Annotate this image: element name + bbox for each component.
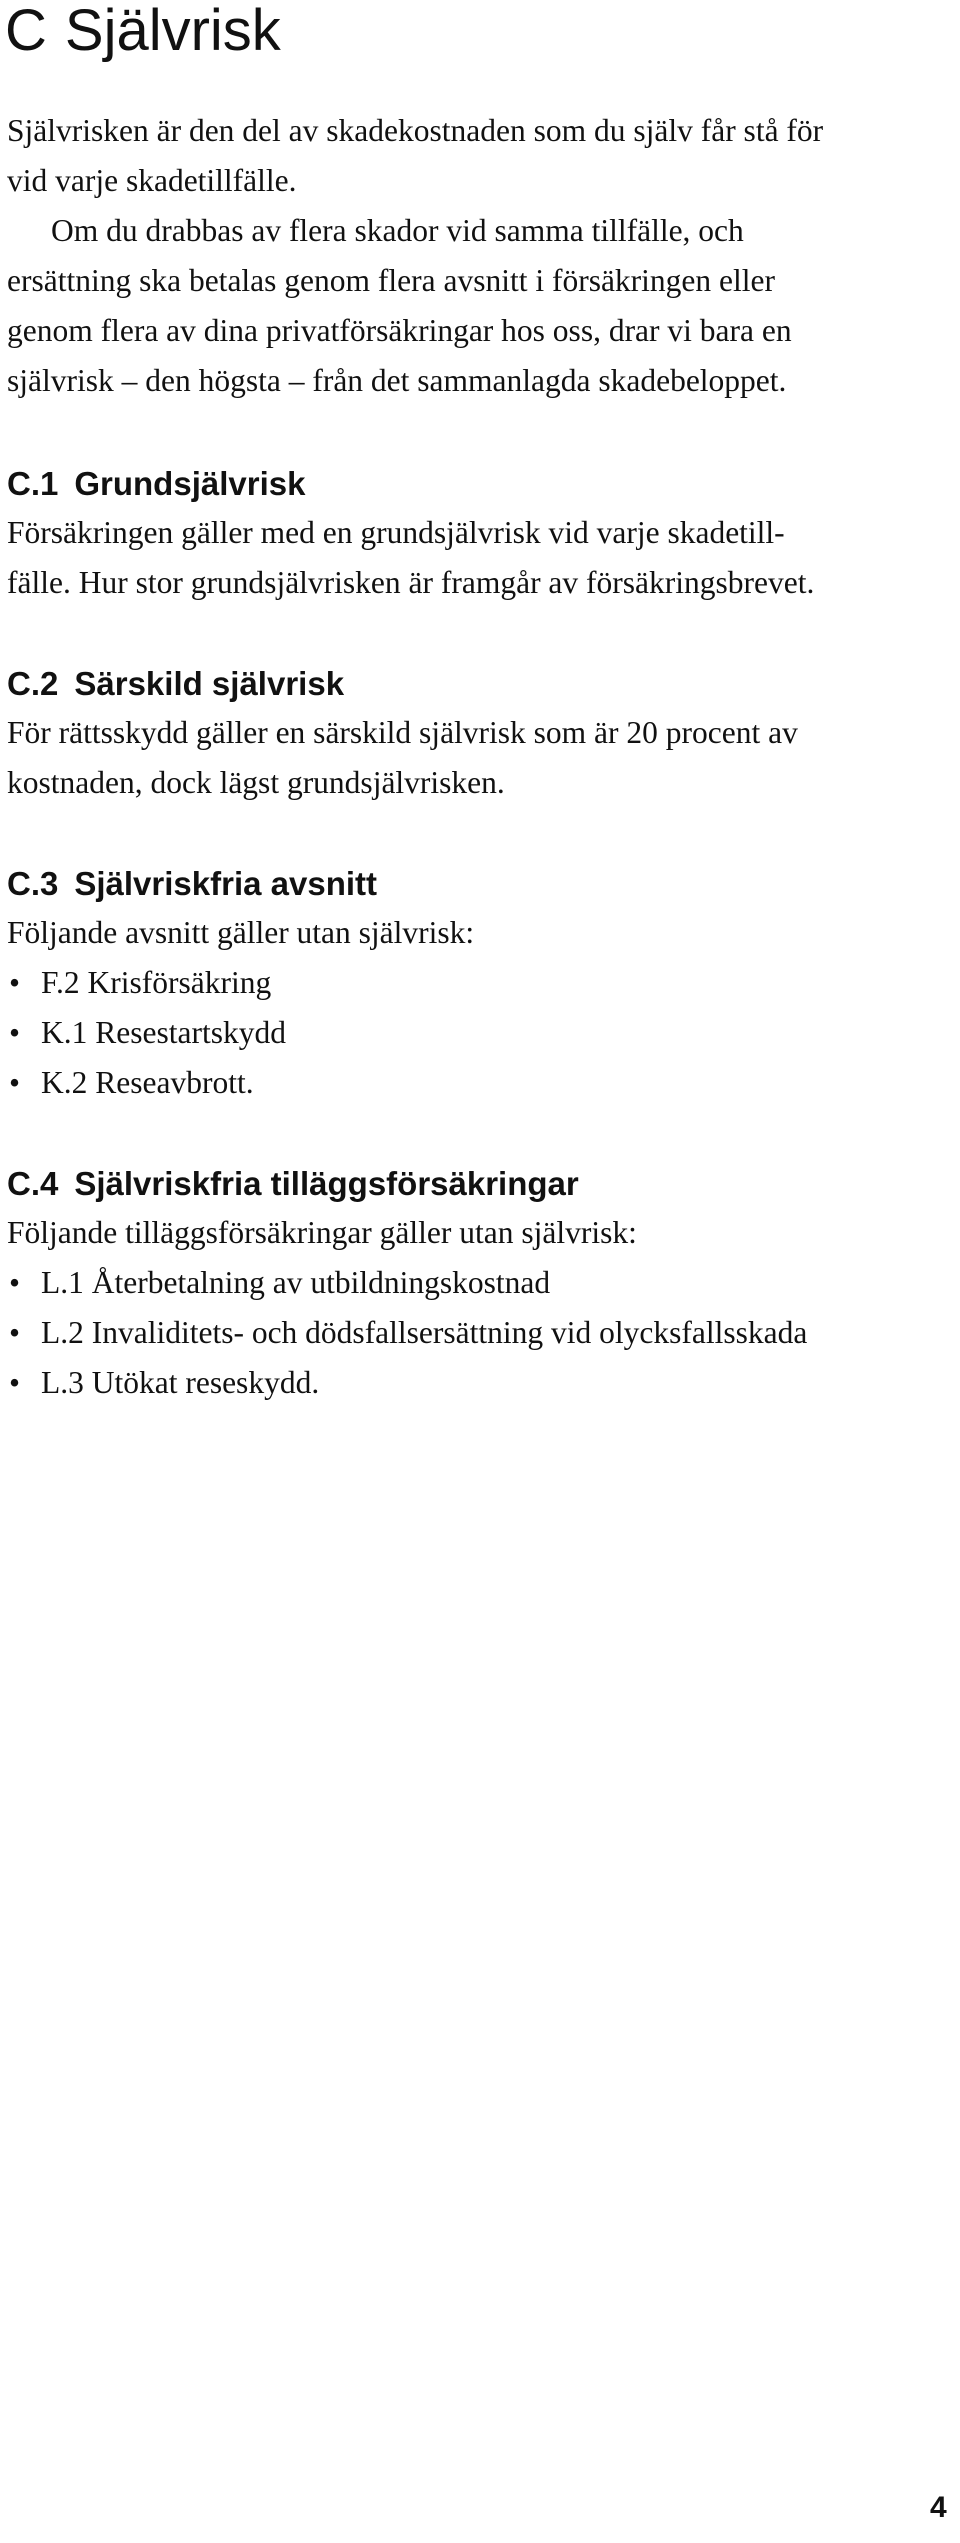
section-title: Självriskfria avsnitt bbox=[74, 865, 378, 902]
text-line: självrisk – den högsta – från det sammanlagda skadebeloppet. bbox=[7, 363, 787, 398]
text-line: Följande tilläggsförsäkringar gäller utan självrisk: bbox=[7, 1215, 637, 1250]
list-item-text: K.2 Reseavbrott. bbox=[41, 1065, 254, 1100]
section-c4-list bbox=[7, 1258, 807, 1408]
bullet: • bbox=[9, 965, 21, 1000]
section-title: Särskild självrisk bbox=[74, 665, 345, 702]
intro-paragraph-2 bbox=[7, 206, 912, 406]
text-line: Försäkringen gäller med en grundsjälvrisk vid varje skadetill- bbox=[7, 515, 785, 550]
list-item-text: L.1 Återbetalning av utbildningskostnad bbox=[41, 1265, 551, 1300]
section-c3-text bbox=[7, 908, 912, 958]
list-item-text: L.2 Invaliditets- och dödsfallsersättning vid olycksfallsskada bbox=[41, 1315, 808, 1350]
text-line: Självrisken är den del av skadekostnaden som du själv får stå för bbox=[7, 113, 824, 148]
intro-paragraph-1 bbox=[7, 106, 912, 206]
list-item bbox=[7, 1358, 807, 1408]
list-item-text: L.3 Utökat reseskydd. bbox=[41, 1365, 320, 1400]
bullet: • bbox=[9, 1015, 21, 1050]
bullet: • bbox=[9, 1365, 21, 1400]
list-item bbox=[7, 958, 286, 1008]
text-line: fälle. Hur stor grundsjälvrisken är framgår av försäkringsbrevet. bbox=[7, 565, 815, 600]
section-c1-text bbox=[7, 508, 912, 608]
list-item-text: K.1 Resestartskydd bbox=[41, 1015, 286, 1050]
bullet: • bbox=[9, 1265, 21, 1300]
chapter-title bbox=[5, 0, 281, 62]
list-item-text: F.2 Krisförsäkring bbox=[41, 965, 272, 1000]
section-heading-c4 bbox=[7, 1162, 579, 1206]
section-number: C.4 bbox=[7, 1165, 59, 1202]
list-item bbox=[7, 1308, 807, 1358]
text-line: kostnaden, dock lägst grundsjälvrisken. bbox=[7, 765, 505, 800]
section-heading-c1 bbox=[7, 462, 305, 506]
bullet: • bbox=[9, 1065, 21, 1100]
text-line: vid varje skadetillfälle. bbox=[7, 163, 297, 198]
text-line: För rättsskydd gäller en särskild självrisk som är 20 procent av bbox=[7, 715, 798, 750]
section-heading-c3 bbox=[7, 862, 377, 906]
section-number: C.2 bbox=[7, 665, 59, 702]
section-title: Självriskfria tilläggsförsäkringar bbox=[74, 1165, 579, 1202]
list-item bbox=[7, 1058, 286, 1108]
text-line: Följande avsnitt gäller utan självrisk: bbox=[7, 915, 475, 950]
section-number: C.3 bbox=[7, 865, 59, 902]
chapter-letter: C bbox=[5, 0, 47, 63]
section-c4-text bbox=[7, 1208, 912, 1258]
section-number: C.1 bbox=[7, 465, 59, 502]
list-item bbox=[7, 1258, 807, 1308]
chapter-title-text: Självrisk bbox=[64, 0, 281, 63]
bullet: • bbox=[9, 1315, 21, 1350]
text-line: genom flera av dina privatförsäkringar hos oss, drar vi bara en bbox=[7, 313, 792, 348]
list-item bbox=[7, 1008, 286, 1058]
text-line: Om du drabbas av flera skador vid samma tillfälle, och bbox=[51, 213, 744, 248]
section-heading-c2 bbox=[7, 662, 344, 706]
section-c2-text bbox=[7, 708, 912, 808]
text-line: ersättning ska betalas genom flera avsnitt i försäkringen eller bbox=[7, 263, 775, 298]
page-number: 4 bbox=[930, 2491, 947, 2524]
section-title: Grundsjälvrisk bbox=[74, 465, 306, 502]
section-c3-list bbox=[7, 958, 286, 1108]
